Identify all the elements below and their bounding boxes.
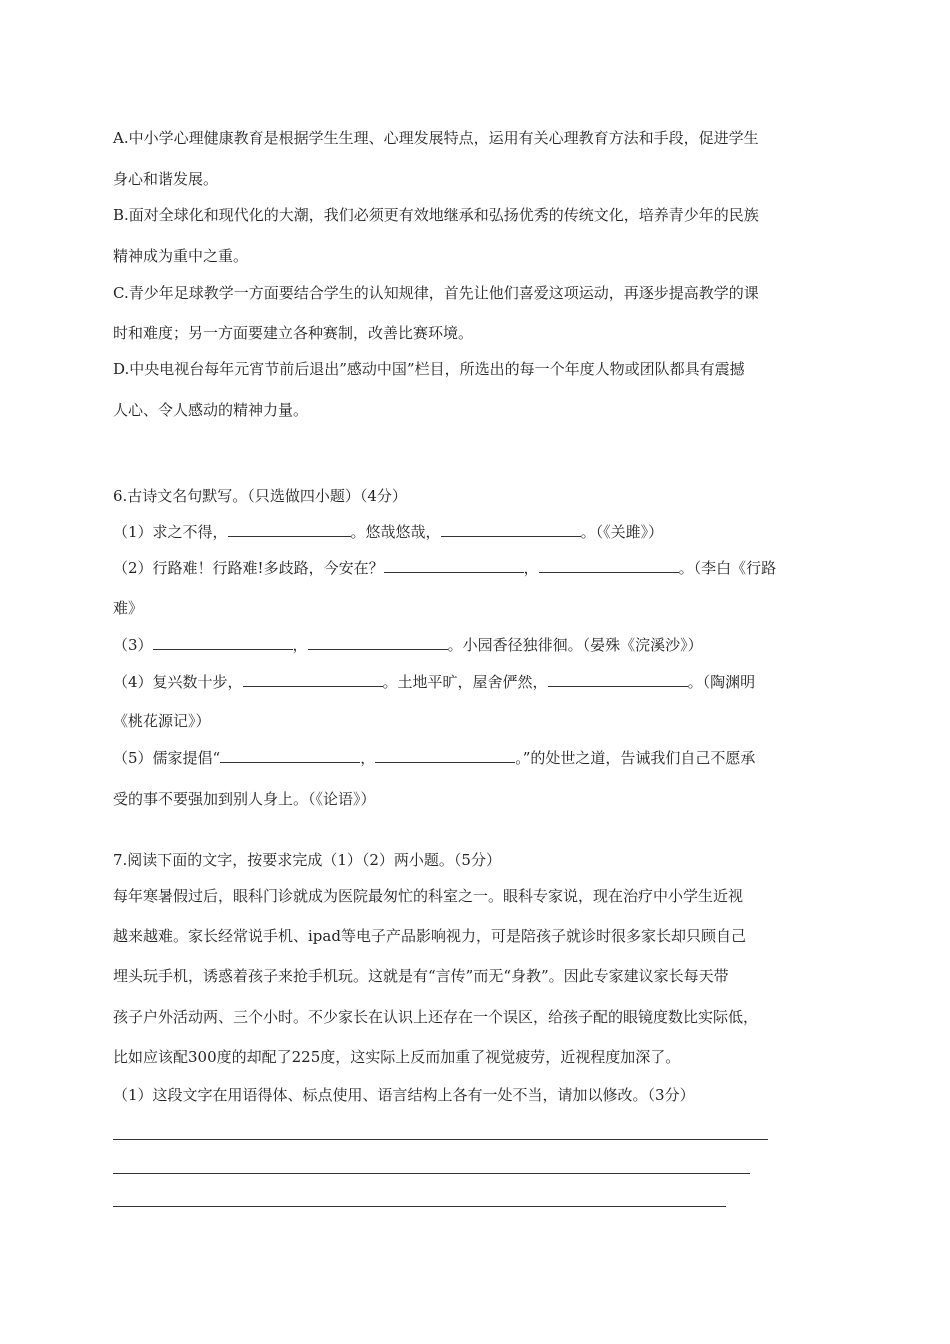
q6-item3-text-b: ， [292, 636, 308, 654]
q7-passage-line2: 越来越难。家长经常说手机、ipad等电子产品影响视力，可是陪孩子就诊时很多家长却只顾自己 [113, 927, 746, 945]
q6-item5-line2: 受的事不要强加到别人身上。（《论语》） [113, 790, 376, 808]
q6-item2-line2: 难》 [113, 599, 144, 617]
option-a-line2: 身心和谐发展。 [113, 170, 219, 188]
q6-item3-text-a: （3） [113, 636, 153, 654]
q6-title: 6.古诗文名句默写。（只选做四小题）（4分） [113, 487, 407, 505]
option-a-line1: A.中小学心理健康教育是根据学生生理、心理发展特点，运用有关心理教育方法和手段，促进学生 [113, 129, 759, 147]
q6-item2-text-a: （2）行路难！行路难!多歧路，今安在？ [113, 559, 384, 577]
answer-blank[interactable] [441, 522, 581, 537]
answer-blank[interactable] [375, 748, 515, 763]
q6-item2 [113, 557, 776, 578]
option-b-line1: B.面对全球化和现代化的大潮，我们必须更有效地继承和弘扬优秀的传统文化，培养青少年的民族 [113, 206, 759, 224]
answer-blank[interactable] [228, 522, 351, 537]
q6-item2-text-c: 。（李白《行路 [678, 559, 777, 577]
answer-line-1[interactable] [113, 1139, 768, 1140]
answer-blank[interactable] [539, 558, 679, 573]
q7-sub1: （1）这段文字在用语得体、标点使用、语言结构上各有一处不当，请加以修改。（3分） [113, 1086, 695, 1104]
q6-item1-text-b: 。悠哉悠哉， [350, 523, 441, 541]
option-d-line2: 人心、令人感动的精神力量。 [113, 401, 309, 419]
q6-item4-text-c: 。（陶渊明 [687, 673, 756, 691]
answer-blank[interactable] [153, 635, 293, 650]
q6-item3 [113, 634, 703, 655]
q6-item5-text-c: 。”的处世之道，告诫我们自己不愿承 [515, 749, 756, 767]
q6-item5-text-a: （5）儒家提倡“ [113, 749, 221, 767]
option-c-line1: C.青少年足球教学一方面要结合学生的认知规律，首先让他们喜爱这项运动，再逐步提高教学的课 [113, 284, 759, 302]
option-b-line2: 精神成为重中之重。 [113, 247, 249, 265]
option-c-line2: 时和难度；另一方面要建立各种赛制，改善比赛环境。 [113, 324, 474, 342]
answer-blank[interactable] [220, 748, 360, 763]
q6-item4-text-a: （4）复兴数十步， [113, 673, 243, 691]
q7-passage-line3: 埋头玩手机，诱惑着孩子来抢手机玩。这就是有“言传”而无“身教”。因此专家建议家长每天带 [113, 967, 729, 985]
q7-title: 7.阅读下面的文字，按要求完成（1）（2）两小题。（5分） [113, 851, 501, 869]
answer-blank[interactable] [243, 672, 383, 687]
answer-blank[interactable] [384, 558, 524, 573]
answer-line-2[interactable] [113, 1173, 750, 1174]
answer-line-3[interactable] [113, 1206, 726, 1207]
q6-item5 [113, 747, 755, 768]
q7-passage-line1: 每年寒暑假过后，眼科门诊就成为医院最匆忙的科室之一。眼科专家说，现在治疗中小学生近视 [113, 887, 744, 905]
option-d-line1: D.中央电视台每年元宵节前后退出”感动中国”栏目，所选出的每一个年度人物或团队都具有震撼 [113, 360, 745, 378]
q6-item5-text-b: ， [360, 749, 376, 767]
q6-item1 [113, 521, 663, 542]
q6-item1-text-c: 。（《关雎》） [580, 523, 664, 541]
q6-item2-text-b: ， [523, 559, 539, 577]
q6-item3-text-c: 。小园香径独徘徊。（晏殊《浣溪沙》） [447, 636, 703, 654]
q7-passage-line4: 孩子户外活动两、三个小时。不少家长在认识上还存在一个误区，给孩子配的眼镜度数比实际低， [113, 1008, 759, 1026]
answer-blank[interactable] [548, 672, 688, 687]
q6-item4 [113, 671, 755, 692]
q6-item1-text-a: （1）求之不得， [113, 523, 228, 541]
q7-passage-line5: 比如应该配300度的却配了225度，这实际上反而加重了视觉疲劳，近视程度加深了。 [113, 1048, 681, 1066]
q6-item4-line2: 《桃花源记》） [113, 712, 211, 730]
answer-blank[interactable] [308, 635, 448, 650]
q6-item4-text-b: 。土地平旷，屋舍俨然， [382, 673, 548, 691]
